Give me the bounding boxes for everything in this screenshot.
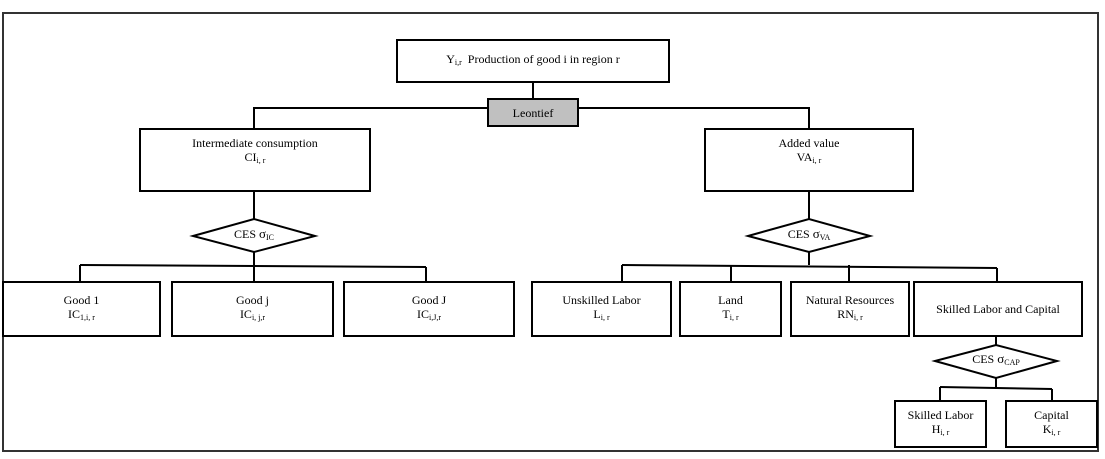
good-j-box	[171, 281, 334, 337]
skilled-labor-box	[894, 400, 987, 448]
good-1-label: Good 1	[63, 293, 100, 307]
good-J-label: Good J	[411, 293, 447, 307]
skilled-labor-capital-box	[913, 281, 1083, 337]
production-text: $Y_{i,r}$ Production of good i in region r	[446, 52, 620, 67]
ces-cap-label: CES $\sigma_{CAP}$	[972, 351, 1020, 367]
good-J-box	[343, 281, 515, 337]
good-j-label: Good j	[236, 293, 269, 307]
capital-box	[1005, 400, 1098, 448]
good-1-symbol: $IC_{1,i, r}$	[68, 307, 95, 322]
ces-va-label: CES $\sigma_{VA}$	[787, 226, 831, 242]
added-value-box	[704, 128, 914, 192]
good-J-symbol: $IC_{i,J,r}$	[417, 307, 441, 322]
ces-ic-label: CES $\sigma_{IC}$	[233, 226, 275, 242]
good-j-symbol: $IC_{i, j,r}$	[239, 307, 266, 322]
leontief-label: Leontief	[512, 105, 554, 120]
land-label: Land	[718, 293, 743, 307]
unskilled-labor-label: Unskilled Labor	[562, 293, 641, 307]
good-1-box	[2, 281, 161, 337]
skilled-labor-symbol: $H_{i, r}$	[931, 422, 950, 437]
leontief-box	[487, 98, 579, 127]
unskilled-labor-symbol: $L_{i, r}$	[593, 307, 610, 322]
production-box	[396, 39, 670, 83]
intermediate-label: Intermediate consumption	[192, 136, 318, 150]
skilled-labor-capital-label: Skilled Labor and Capital	[936, 302, 1060, 316]
intermediate-consumption-box	[139, 128, 371, 192]
natural-resources-box	[790, 281, 910, 337]
unskilled-labor-box	[531, 281, 672, 337]
natural-resources-label: Natural Resources	[805, 293, 895, 307]
skilled-labor-label: Skilled Labor	[907, 408, 974, 422]
capital-symbol: $K_{i, r}$	[1042, 422, 1061, 437]
capital-label: Capital	[1034, 408, 1069, 422]
intermediate-symbol: $CI_{i, r}$	[244, 150, 266, 165]
land-symbol: $T_{i, r}$	[722, 307, 739, 322]
natural-resources-symbol: $RN_{i, r}$	[837, 307, 863, 322]
added-value-label: Added value	[778, 136, 840, 150]
added-value-symbol: $VA_{i, r}$	[796, 150, 822, 165]
land-box	[679, 281, 782, 337]
